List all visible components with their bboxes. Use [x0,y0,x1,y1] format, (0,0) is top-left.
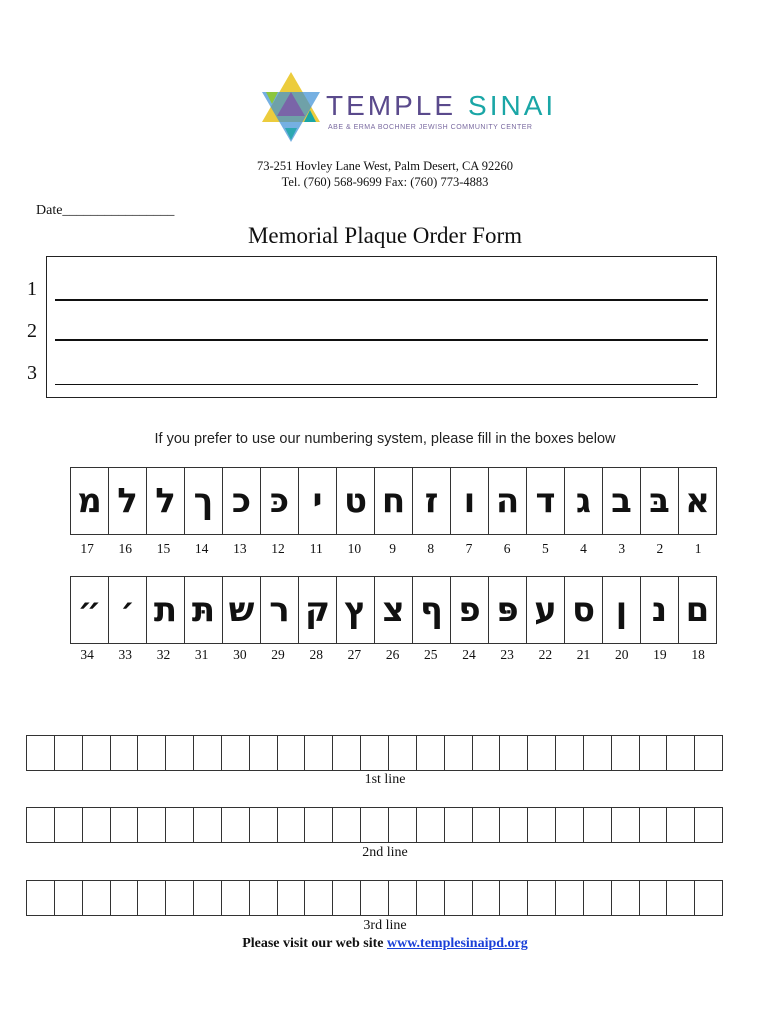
hebrew-letter-cell: ר [260,576,298,644]
hebrew-letter-cell: ת [146,576,184,644]
letter-number: 18 [691,647,705,662]
entry-box[interactable] [472,807,500,843]
entry-box[interactable] [165,880,193,916]
entry-box[interactable] [416,880,444,916]
letter-number: 24 [462,647,476,662]
grid-label-1: 1st line [364,772,406,787]
entry-box[interactable] [54,735,82,771]
alphabet-row-1 [70,467,717,537]
entry-box[interactable] [694,880,723,916]
alphabet-row-2 [70,576,717,646]
star-of-david-icon [258,70,324,144]
entry-box[interactable] [277,880,305,916]
hebrew-letter-cell: צ [374,576,412,644]
hebrew-letter-cell: ף [412,576,450,644]
footer-text: Please visit our web site [242,936,387,951]
page-title: Memorial Plaque Order Form [247,223,523,248]
hebrew-letter-cell: ד [526,467,564,535]
entry-box[interactable] [277,807,305,843]
entry-box[interactable] [527,880,555,916]
line-number-2: 2 [27,320,37,342]
entry-box[interactable] [249,807,277,843]
entry-box[interactable] [499,735,527,771]
entry-box[interactable] [249,880,277,916]
letter-number: 32 [156,647,171,662]
letter-number: 11 [309,541,323,556]
entry-box[interactable] [666,735,694,771]
entry-box[interactable] [527,807,555,843]
letter-number: 34 [80,647,94,662]
entry-box[interactable] [221,807,249,843]
entry-box[interactable] [221,735,249,771]
hebrew-letter-cell: ס [564,576,602,644]
hebrew-letter-cell: בּ [640,467,678,535]
entry-box[interactable] [583,807,611,843]
entry-box[interactable] [193,735,221,771]
entry-box[interactable] [555,735,583,771]
letter-number: 4 [580,541,587,556]
temple-sinai-logo [258,70,557,144]
hebrew-letter-cell: ן [602,576,640,644]
hebrew-letter-cell: א [678,467,717,535]
entry-box[interactable] [611,735,639,771]
entry-box[interactable] [193,807,221,843]
letter-number: 27 [347,647,362,662]
hebrew-letter-cell: פּ [488,576,526,644]
entry-box[interactable] [694,807,723,843]
letter-number: 21 [576,647,591,662]
letter-number: 15 [156,541,171,556]
hebrew-letter-cell: ״ [70,576,108,644]
entry-box[interactable] [555,807,583,843]
brand-name: TEMPLE SINAI [326,90,557,121]
entry-box[interactable] [499,807,527,843]
letter-number: 13 [233,541,247,556]
hebrew-letter-cell: י [298,467,336,535]
letter-number: 20 [614,647,629,662]
entry-grid-3rd-line [26,880,723,916]
letter-number: 6 [503,541,511,556]
entry-box[interactable] [332,735,360,771]
inscription-box [46,256,717,398]
hebrew-letter-cell: ש [222,576,260,644]
entry-box[interactable] [666,807,694,843]
date-field[interactable]: Date________________ [36,203,175,218]
inscription-line-2[interactable] [55,339,708,341]
entry-box[interactable] [221,880,249,916]
entry-box[interactable] [611,880,639,916]
letter-number: 3 [618,541,626,556]
entry-box[interactable] [444,880,472,916]
letter-number: 29 [271,647,285,662]
entry-grid-1st-line [26,735,723,771]
entry-box[interactable] [360,807,388,843]
entry-box[interactable] [472,735,500,771]
hebrew-letter-cell: מ [70,467,108,535]
entry-box[interactable] [193,880,221,916]
hebrew-letter-cell: כּ [260,467,298,535]
letter-number: 31 [194,647,209,662]
hebrew-letter-cell: פ [450,576,488,644]
entry-box[interactable] [277,735,305,771]
brand-subtitle: ABE & ERMA BOCHNER JEWISH COMMUNITY CENTER [328,124,533,131]
entry-box[interactable] [388,807,416,843]
letter-number: 10 [347,541,362,556]
entry-box[interactable] [26,735,54,771]
hebrew-letter-cell: ג [564,467,602,535]
letter-number: 28 [309,647,323,662]
hebrew-letter-cell: נ [640,576,678,644]
hebrew-letter-cell: ה [488,467,526,535]
entry-box[interactable] [583,735,611,771]
entry-box[interactable] [555,880,583,916]
hebrew-letter-cell: ב [602,467,640,535]
alphabet-numbers-row-1 [68,541,717,557]
letter-number: 14 [194,541,209,556]
entry-box[interactable] [82,735,110,771]
grid-label-3: 3rd line [363,918,407,933]
entry-box[interactable] [666,880,694,916]
entry-box[interactable] [611,807,639,843]
hebrew-letter-cell: ע [526,576,564,644]
entry-box[interactable] [54,807,82,843]
entry-box[interactable] [54,880,82,916]
entry-box[interactable] [26,880,54,916]
entry-box[interactable] [639,807,667,843]
letter-number: 8 [427,541,435,556]
letter-number: 7 [465,541,473,556]
hebrew-letter-cell: ח [374,467,412,535]
entry-box[interactable] [165,735,193,771]
entry-box[interactable] [165,807,193,843]
hebrew-letter-cell: ם [678,576,717,644]
entry-box[interactable] [137,735,165,771]
entry-box[interactable] [304,880,332,916]
entry-box[interactable] [332,880,360,916]
entry-box[interactable] [639,735,667,771]
letter-number: 23 [500,647,514,662]
entry-box[interactable] [110,807,138,843]
letter-number: 22 [538,647,553,662]
entry-grid-2nd-line [26,807,723,843]
letter-number: 30 [233,647,247,662]
inscription-line-1[interactable] [55,299,708,301]
inscription-line-3[interactable] [55,384,698,385]
letter-number: 9 [389,541,396,556]
entry-box[interactable] [360,735,388,771]
letter-number: 12 [271,541,285,556]
entry-box[interactable] [472,880,500,916]
entry-box[interactable] [416,807,444,843]
hebrew-letter-cell: ך [184,467,222,535]
entry-box[interactable] [694,735,723,771]
letter-number: 17 [80,541,94,556]
numbering-instructions: If you prefer to use our numbering system, please fill in the boxes below [154,431,616,447]
letter-number: 26 [385,647,400,662]
alphabet-numbers-row-2 [68,647,717,663]
entry-box[interactable] [360,880,388,916]
hebrew-letter-cell: ק [298,576,336,644]
hebrew-letter-cell: ׳ [108,576,146,644]
entry-box[interactable] [110,880,138,916]
letter-number: 5 [541,541,549,556]
letter-number: 19 [653,647,667,662]
letter-number: 25 [424,647,438,662]
line-number-3: 3 [27,362,37,384]
entry-box[interactable] [304,735,332,771]
entry-box[interactable] [26,807,54,843]
line-number-1: 1 [27,278,37,300]
entry-box[interactable] [137,807,165,843]
hebrew-letter-cell: ל [146,467,184,535]
entry-box[interactable] [583,880,611,916]
phone-line: Tel. (760) 568-9699 Fax: (760) 773-4883 [281,175,489,189]
hebrew-letter-cell: ז [412,467,450,535]
footer [0,936,770,952]
letter-number: 2 [656,541,664,556]
entry-box[interactable] [416,735,444,771]
entry-box[interactable] [527,735,555,771]
entry-box[interactable] [388,735,416,771]
hebrew-letter-cell: ץ [336,576,374,644]
grid-label-2: 2nd line [362,845,408,860]
entry-box[interactable] [444,735,472,771]
entry-box[interactable] [82,807,110,843]
entry-box[interactable] [304,807,332,843]
entry-box[interactable] [332,807,360,843]
entry-box[interactable] [137,880,165,916]
hebrew-letter-cell: תּ [184,576,222,644]
entry-box[interactable] [639,880,667,916]
letter-number: 16 [118,541,133,556]
hebrew-letter-cell: כ [222,467,260,535]
website-link[interactable]: www.templesinaipd.org [386,936,528,951]
entry-box[interactable] [82,880,110,916]
hebrew-letter-cell: ל [108,467,146,535]
entry-box[interactable] [388,880,416,916]
hebrew-letter-cell: ט [336,467,374,535]
letter-number: 1 [694,541,702,556]
letter-number: 33 [118,647,133,662]
entry-box[interactable] [499,880,527,916]
entry-box[interactable] [110,735,138,771]
hebrew-letter-cell: ו [450,467,488,535]
address-line: 73-251 Hovley Lane West, Palm Desert, CA 92260 [256,159,514,173]
entry-box[interactable] [444,807,472,843]
entry-box[interactable] [249,735,277,771]
